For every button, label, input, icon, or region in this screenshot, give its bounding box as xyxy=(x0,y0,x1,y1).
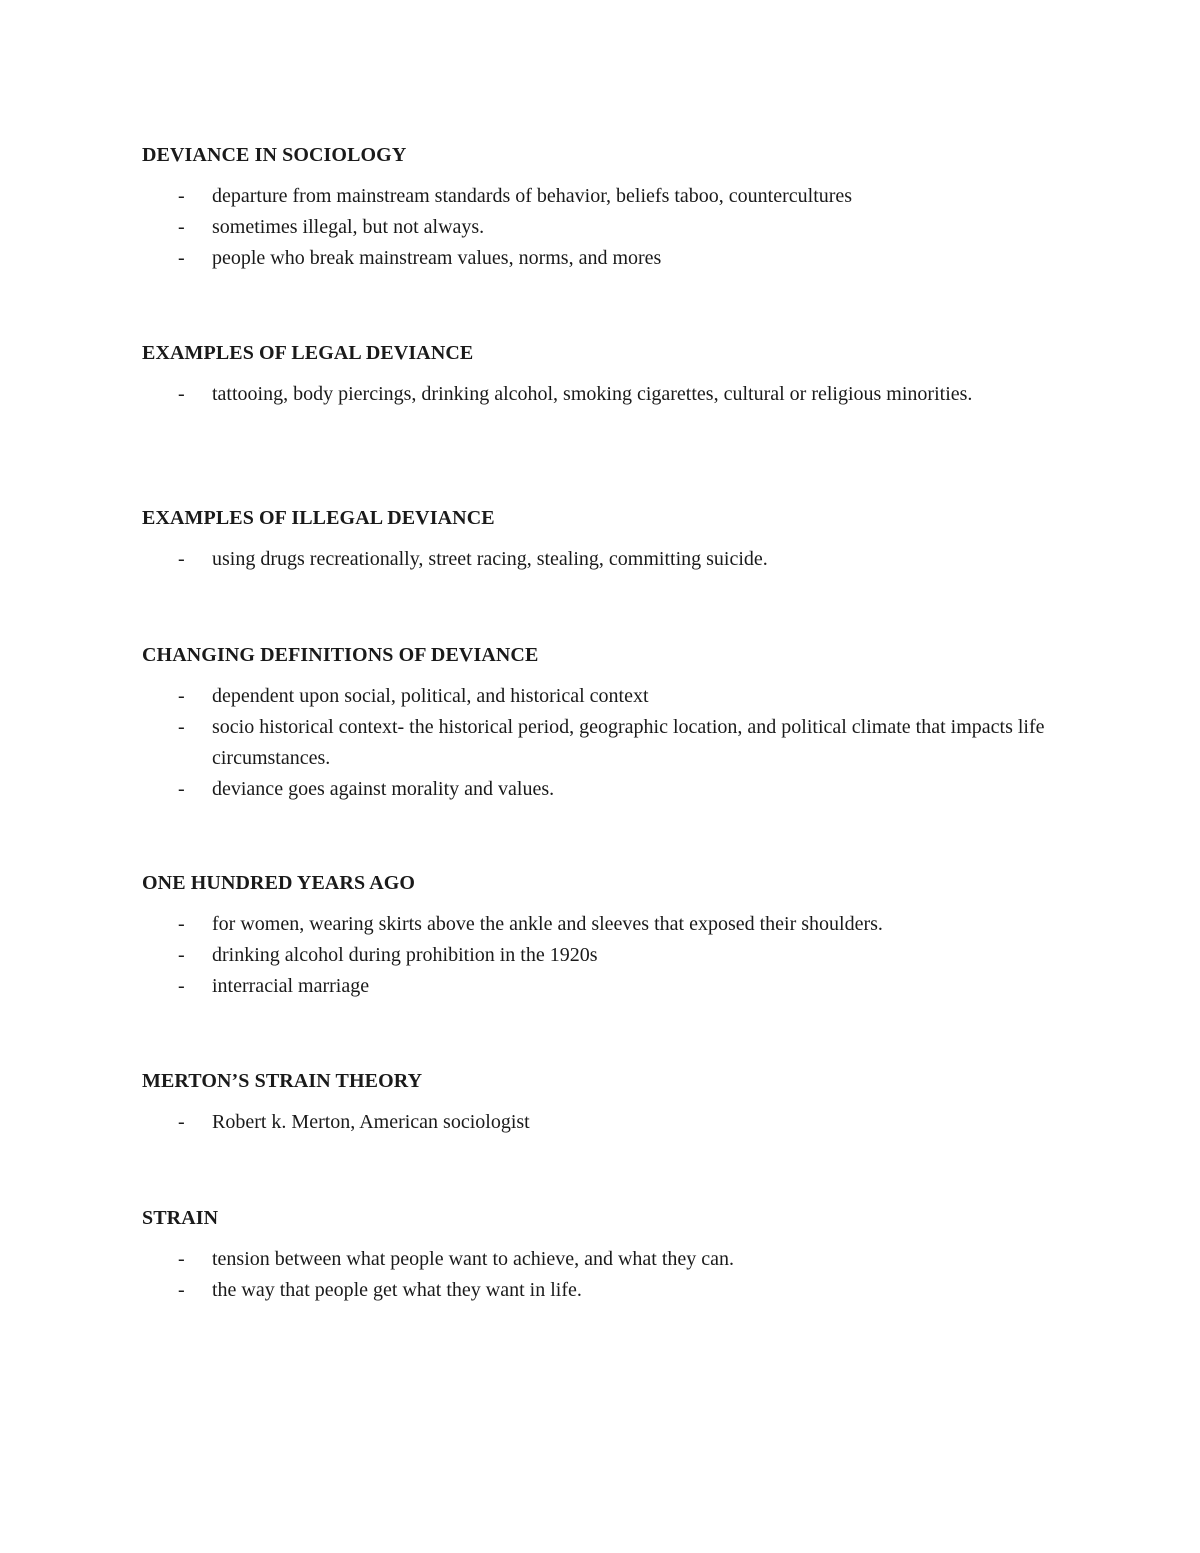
dash-marker: - xyxy=(178,1279,185,1301)
dash-marker: - xyxy=(178,685,185,707)
section-examples-of-illegal-deviance xyxy=(142,506,1062,575)
section-heading: CHANGING DEFINITIONS OF DEVIANCE xyxy=(142,644,539,666)
section-one-hundred-years-ago xyxy=(142,871,1062,1002)
section-strain xyxy=(142,1206,1062,1306)
dash-marker: - xyxy=(178,1248,185,1270)
dash-marker: - xyxy=(178,975,185,997)
section-heading: ONE HUNDRED YEARS AGO xyxy=(142,872,416,894)
list-item-text: interracial marriage xyxy=(212,975,370,997)
dash-marker: - xyxy=(178,778,185,800)
list-item-text: Robert k. Merton, American sociologist xyxy=(212,1111,530,1133)
dash-marker: - xyxy=(178,944,185,966)
dash-marker: - xyxy=(178,716,185,738)
list-item-text: deviance goes against morality and values. xyxy=(212,778,555,800)
bullet-list xyxy=(142,681,1062,805)
dash-marker: - xyxy=(178,185,185,207)
list-item-text: drinking alcohol during prohibition in the 1920s xyxy=(212,944,598,966)
bullet-list xyxy=(142,1244,1062,1306)
list-item xyxy=(142,379,1062,410)
list-item xyxy=(142,243,1062,274)
list-item xyxy=(142,712,1062,774)
bullet-list xyxy=(142,909,1062,1002)
list-item xyxy=(142,940,1062,971)
section-heading: EXAMPLES OF LEGAL DEVIANCE xyxy=(142,342,474,364)
list-item-text: tattooing, body piercings, drinking alcohol, smoking cigarettes, cultural or religious minorities. xyxy=(212,383,973,405)
section-deviance-in-sociology xyxy=(142,143,1062,274)
list-item xyxy=(142,909,1062,940)
bullet-list xyxy=(142,544,1062,575)
list-item xyxy=(142,1244,1062,1275)
bullet-list xyxy=(142,1107,1062,1138)
section-examples-of-legal-deviance xyxy=(142,341,1062,410)
list-item xyxy=(142,1275,1062,1306)
list-item xyxy=(142,774,1062,805)
list-item xyxy=(142,544,1062,575)
bullet-list xyxy=(142,379,1062,410)
dash-marker: - xyxy=(178,247,185,269)
bullet-list xyxy=(142,181,1062,274)
section-mertons-strain-theory xyxy=(142,1069,1062,1138)
list-item-text: sometimes illegal, but not always. xyxy=(212,216,485,238)
list-item-text: for women, wearing skirts above the ankle and sleeves that exposed their shoulders. xyxy=(212,913,883,935)
list-item xyxy=(142,971,1062,1002)
section-heading: STRAIN xyxy=(142,1207,219,1229)
section-heading: DEVIANCE IN SOCIOLOGY xyxy=(142,144,407,166)
list-item-text: tension between what people want to achieve, and what they can. xyxy=(212,1248,735,1270)
list-item-text: the way that people get what they want in life. xyxy=(212,1279,582,1301)
dash-marker: - xyxy=(178,216,185,238)
dash-marker: - xyxy=(178,1111,185,1133)
list-item-text: departure from mainstream standards of behavior, beliefs taboo, countercultures xyxy=(212,185,853,207)
dash-marker: - xyxy=(178,913,185,935)
dash-marker: - xyxy=(178,548,185,570)
section-changing-definitions-of-deviance xyxy=(142,643,1062,805)
list-item-text: people who break mainstream values, norms, and mores xyxy=(212,247,662,269)
list-item-text: using drugs recreationally, street racing, stealing, committing suicide. xyxy=(212,548,768,570)
list-item-text: socio historical context- the historical period, geographic location, and political climate that impacts life circumstances. xyxy=(212,716,1045,769)
section-heading: EXAMPLES OF ILLEGAL DEVIANCE xyxy=(142,507,495,529)
list-item xyxy=(142,181,1062,212)
list-item xyxy=(142,681,1062,712)
list-item-text: dependent upon social, political, and historical context xyxy=(212,685,649,707)
list-item xyxy=(142,212,1062,243)
list-item xyxy=(142,1107,1062,1138)
section-heading: MERTON’S STRAIN THEORY xyxy=(142,1070,423,1092)
dash-marker: - xyxy=(178,383,185,405)
